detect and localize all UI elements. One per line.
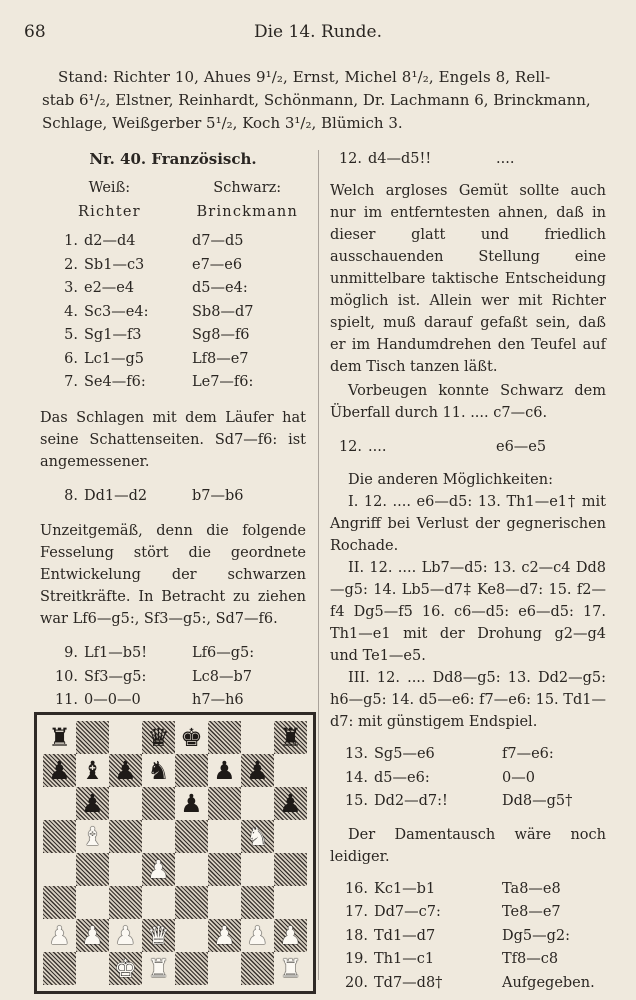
black-queen-icon: ♛ (147, 723, 170, 752)
square-a4 (43, 853, 76, 886)
move-row: 16. Kc1—b1 Ta8—e8 (344, 880, 561, 897)
move-row: 13. Sg5—e6 f7—e6: (344, 746, 554, 762)
move-row: 12. .... e6—e5 (338, 438, 547, 455)
moves-block-2 (40, 485, 306, 509)
comment-4: Vorbeugen konnte Schwarz dem Überfall durch 11. .... c7—c6. (330, 382, 606, 421)
square-c7 (109, 754, 142, 787)
move-row: 6. Lc1—g5 Lf8—e7 (64, 350, 249, 367)
left-column (40, 148, 306, 713)
white-pawn-icon: ♟ (213, 921, 236, 950)
moves-block-4 (330, 743, 606, 814)
move-row: 18. Td1—d7 Dg5—g2: (344, 927, 571, 944)
square-a2 (43, 919, 76, 952)
square-g6 (241, 787, 274, 820)
white-king-icon: ♚ (114, 954, 137, 983)
variation-2: II. 12. .... Lb7—d5: 13. c2—c4 Dd8—g5: 14. Lb5—d7‡ Ke8—d7: 15. f2—f4 Dg5—f5 16. c6—d5: e6—d5: 17. Th1—e1 mit der Drohung g2—g4 und Te1—e5. (330, 560, 606, 664)
square-e5 (175, 820, 208, 853)
comment-6: Der Damentausch wäre noch leidiger. (330, 826, 606, 865)
white-rook-icon: ♜ (147, 954, 170, 983)
square-f6 (208, 787, 241, 820)
square-d1 (142, 952, 175, 985)
square-g5 (241, 820, 274, 853)
black-pawn-icon: ♟ (81, 789, 104, 818)
square-d3 (142, 886, 175, 919)
square-h6 (274, 787, 307, 820)
column-divider (318, 150, 319, 980)
black-bishop-icon: ♝ (81, 756, 104, 785)
square-f8 (208, 721, 241, 754)
move-row: 15. Dd2—d7:! Dd8—g5† (344, 793, 573, 809)
square-e7 (175, 754, 208, 787)
black-pawn-icon: ♟ (246, 756, 269, 785)
move-row: 4. Sc3—e4: Sb8—d7 (64, 303, 254, 320)
move-row: 10. Sf3—g5: Lc8—b7 (54, 668, 252, 685)
square-c8 (109, 721, 142, 754)
square-d4 (142, 853, 175, 886)
page-header (24, 22, 612, 44)
comment-2: Unzeitgemäß, denn die folgende Fesselung stört die geordnete Entwickelung der schwarzen Streitkräfte. In Betracht zu ziehen war Lf6—g5:, Sf3—g5:, Sd7—f6. (40, 523, 306, 627)
square-f5 (208, 820, 241, 853)
black-pawn-icon: ♟ (114, 756, 137, 785)
white-pawn-icon: ♟ (147, 855, 170, 884)
white-knight-icon: ♞ (246, 822, 269, 851)
page-number: 68 (24, 22, 46, 42)
chess-diagram (34, 712, 316, 994)
square-c1 (109, 952, 142, 985)
black-pawn-icon: ♟ (180, 789, 203, 818)
square-c6 (109, 787, 142, 820)
move-row: 3. e2—e4 d5—e4: (64, 280, 248, 296)
white-queen-icon: ♛ (147, 921, 170, 950)
square-f2 (208, 919, 241, 952)
move-row: 7. Se4—f6: Le7—f6: (64, 374, 254, 390)
square-e8 (175, 721, 208, 754)
square-h5 (274, 820, 307, 853)
moves-block-3 (40, 642, 306, 713)
white-rook-icon: ♜ (279, 954, 302, 983)
black-player: Brinckmann (196, 204, 298, 220)
white-pawn-icon: ♟ (48, 921, 71, 950)
square-e4 (175, 853, 208, 886)
square-d8 (142, 721, 175, 754)
square-c4 (109, 853, 142, 886)
square-g2 (241, 919, 274, 952)
square-f7 (208, 754, 241, 787)
variation-3: III. 12. .... Dd8—g5: 13. Dd2—g5: h6—g5: 14. d5—e6: f7—e6: 15. Td1—d7: mit günstigem Endspiel. (330, 670, 606, 730)
black-side (196, 176, 298, 224)
square-b4 (76, 853, 109, 886)
white-pawn-icon: ♟ (81, 921, 104, 950)
black-rook-icon: ♜ (279, 723, 302, 752)
square-d6 (142, 787, 175, 820)
white-bishop-icon: ♝ (81, 822, 104, 851)
move-row: 19. Th1—c1 Tf8—c8 (344, 951, 559, 967)
square-e3 (175, 886, 208, 919)
black-king-icon: ♚ (180, 723, 203, 752)
square-c3 (109, 886, 142, 919)
square-e1 (175, 952, 208, 985)
move-row: 9. Lf1—b5! Lf6—g5: (64, 645, 255, 661)
standings-line-3: Schlage, Weißgerber 5¹/₂, Koch 3¹/₂, Blümich 3. (42, 114, 403, 132)
black-knight-icon: ♞ (147, 756, 170, 785)
square-b1 (76, 952, 109, 985)
square-b5 (76, 820, 109, 853)
black-pawn-icon: ♟ (48, 756, 71, 785)
move-row: 14. d5—e6: 0—0 (344, 769, 535, 786)
square-b3 (76, 886, 109, 919)
square-a8 (43, 721, 76, 754)
comment-1: Das Schlagen mit dem Läufer hat seine Schattenseiten. Sd7—f6: ist angemessener. (40, 409, 306, 470)
square-h2 (274, 919, 307, 952)
square-d2 (142, 919, 175, 952)
square-g7 (241, 754, 274, 787)
square-b2 (76, 919, 109, 952)
square-h7 (274, 754, 307, 787)
square-f1 (208, 952, 241, 985)
moves-block-1 (40, 230, 306, 395)
move-row: 5. Sg1—f3 Sg8—f6 (64, 327, 250, 343)
white-label: Weiß: (88, 180, 131, 196)
standings (42, 66, 602, 135)
square-h4 (274, 853, 307, 886)
variation-1: I. 12. .... e6—d5: 13. Th1—e1† mit Angriff bei Verlust der gegnerischen Rochade. (330, 494, 606, 554)
game-title: Nr. 40. Französisch. (89, 150, 257, 168)
square-g4 (241, 853, 274, 886)
moves-block-5 (330, 878, 606, 996)
move-row: 12. d4—d5!! .... (338, 151, 515, 167)
black-rook-icon: ♜ (48, 723, 71, 752)
square-a6 (43, 787, 76, 820)
square-h3 (274, 886, 307, 919)
square-f3 (208, 886, 241, 919)
black-label: Schwarz: (213, 180, 282, 196)
standings-line-2: stab 6¹/₂, Elstner, Reinhardt, Schönmann, Dr. Lachmann 6, Brinckmann, (42, 91, 591, 109)
move-row: 20. Td7—d8† Aufgegeben. (344, 974, 595, 991)
square-a7 (43, 754, 76, 787)
black-pawn-icon: ♟ (213, 756, 236, 785)
square-a1 (43, 952, 76, 985)
move-row: 2. Sb1—c3 e7—e6 (64, 256, 243, 273)
white-side (78, 176, 141, 224)
comment-3: Welch argloses Gemüt sollte auch nur im entferntesten ahnen, daß in dieser glatt und friedlich ausschauenden Stellung eine unmittelbare taktische Entscheidung möglich ist. Allein wer mit Richter spielt, muß darauf gefaßt sein, daß er im Handumdrehen den Teufel auf dem Tisch tanzen läßt. (330, 182, 606, 375)
black-pawn-icon: ♟ (279, 789, 302, 818)
move-row: 8. Dd1—d2 b7—b6 (64, 487, 244, 504)
square-b8 (76, 721, 109, 754)
square-c2 (109, 919, 142, 952)
square-e2 (175, 919, 208, 952)
comment-5: Die anderen Möglichkeiten: (348, 472, 553, 488)
square-h1 (274, 952, 307, 985)
square-g8 (241, 721, 274, 754)
move-row: 17. Dd7—c7: Te8—e7 (344, 904, 561, 920)
square-d7 (142, 754, 175, 787)
square-a5 (43, 820, 76, 853)
square-d5 (142, 820, 175, 853)
square-h8 (274, 721, 307, 754)
players (40, 176, 306, 224)
standings-line-1: Stand: Richter 10, Ahues 9¹/₂, Ernst, Michel 8¹/₂, Engels 8, Rell- (58, 68, 551, 86)
white-pawn-icon: ♟ (114, 921, 137, 950)
square-g3 (241, 886, 274, 919)
move-row: 1. d2—d4 d7—d5 (64, 233, 244, 249)
chess-board (43, 721, 307, 985)
square-f4 (208, 853, 241, 886)
right-column (330, 148, 606, 995)
move-row: 11. 0—0—0 h7—h6 (54, 692, 244, 708)
white-pawn-icon: ♟ (246, 921, 269, 950)
white-player: Richter (78, 204, 141, 220)
square-g1 (241, 952, 274, 985)
square-a3 (43, 886, 76, 919)
running-title: Die 14. Runde. (253, 22, 382, 42)
square-b6 (76, 787, 109, 820)
square-c5 (109, 820, 142, 853)
square-e6 (175, 787, 208, 820)
square-b7 (76, 754, 109, 787)
white-pawn-icon: ♟ (279, 921, 302, 950)
